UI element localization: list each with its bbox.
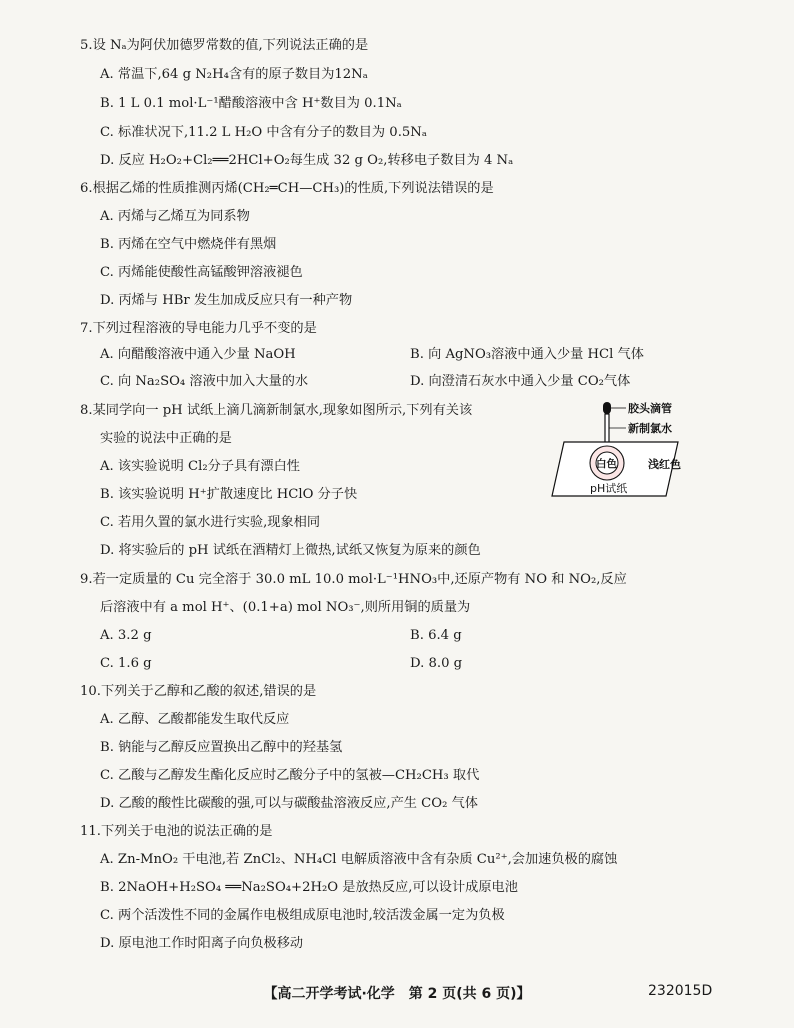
question-9-option-a: A. 3.2 g: [100, 628, 152, 643]
question-5-stem: 5.设 Nₐ为阿伏加德罗常数的值,下列说法正确的是: [80, 38, 369, 53]
question-7-option-a: A. 向醋酸溶液中通入少量 NaOH: [100, 347, 296, 362]
question-9-option-d: D. 8.0 g: [410, 656, 463, 671]
question-11-option-b: B. 2NaOH+H₂SO₄ ══Na₂SO₄+2H₂O 是放热反应,可以设计成原电池: [100, 880, 518, 895]
question-11-stem: 11.下列关于电池的说法正确的是: [80, 824, 273, 839]
chlorine-water-label: 新制氯水: [628, 422, 672, 435]
question-8-option-c: C. 若用久置的氯水进行实验,现象相同: [100, 515, 321, 530]
question-5-option-d: D. 反应 H₂O₂+Cl₂══2HCl+O₂每生成 32 g O₂,转移电子数目为 4 Nₐ: [100, 153, 514, 168]
question-6-stem: 6.根据乙烯的性质推测丙烯(CH₂═CH—CH₃)的性质,下列说法错误的是: [80, 181, 494, 196]
question-8-option-a: A. 该实验说明 Cl₂分子具有漂白性: [100, 459, 300, 474]
question-6-option-b: B. 丙烯在空气中燃烧伴有黑烟: [100, 237, 277, 252]
question-5-option-b: B. 1 L 0.1 mol·L⁻¹醋酸溶液中含 H⁺数目为 0.1Nₐ: [100, 96, 402, 111]
dropper-label: 胶头滴管: [628, 402, 672, 415]
question-8-stem-cont: 实验的说法中正确的是: [100, 431, 232, 446]
page-footer-code: 232015D: [648, 983, 713, 999]
question-7-option-d: D. 向澄清石灰水中通入少量 CO₂气体: [410, 374, 631, 389]
question-10-option-d: D. 乙酸的酸性比碳酸的强,可以与碳酸盐溶液反应,产生 CO₂ 气体: [100, 796, 478, 811]
question-9-stem-cont: 后溶液中有 a mol H⁺、(0.1+a) mol NO₃⁻,则所用铜的质量为: [100, 600, 471, 615]
ph-paper-label: pH试纸: [590, 482, 628, 495]
question-11-option-a: A. Zn-MnO₂ 干电池,若 ZnCl₂、NH₄Cl 电解质溶液中含有杂质 Cu²⁺,会加速负极的腐蚀: [100, 852, 618, 867]
dropper-bulb: [603, 402, 611, 414]
question-8-option-d: D. 将实验后的 pH 试纸在酒精灯上微热,试纸又恢复为原来的颜色: [100, 543, 481, 558]
question-6-option-a: A. 丙烯与乙烯互为同系物: [100, 209, 250, 224]
question-8-stem: 8.某同学向一 pH 试纸上滴几滴新制氯水,现象如图所示,下列有关该: [80, 403, 473, 418]
question-9-option-b: B. 6.4 g: [410, 628, 462, 643]
question-7-option-c: C. 向 Na₂SO₄ 溶液中加入大量的水: [100, 374, 309, 389]
question-10-stem: 10.下列关于乙醇和乙酸的叙述,错误的是: [80, 684, 317, 699]
question-11-option-c: C. 两个活泼性不同的金属作电极组成原电池时,较活泼金属一定为负极: [100, 908, 505, 923]
question-9-stem: 9.若一定质量的 Cu 完全溶于 30.0 mL 10.0 mol·L⁻¹HNO₃中,还原产物有 NO 和 NO₂,反应: [80, 572, 627, 587]
question-6-option-c: C. 丙烯能使酸性高锰酸钾溶液褪色: [100, 265, 303, 280]
question-6-option-d: D. 丙烯与 HBr 发生加成反应只有一种产物: [100, 293, 353, 308]
question-10-option-b: B. 钠能与乙醇反应置换出乙醇中的羟基氢: [100, 740, 343, 755]
question-11-option-d: D. 原电池工作时阳离子向负极移动: [100, 936, 304, 951]
question-10-option-a: A. 乙醇、乙酸都能发生取代反应: [100, 712, 290, 727]
question-9-option-c: C. 1.6 g: [100, 656, 152, 671]
white-label: 白色: [596, 458, 617, 470]
question-8-option-b: B. 该实验说明 H⁺扩散速度比 HClO 分子快: [100, 487, 358, 502]
question-5-option-c: C. 标准状况下,11.2 L H₂O 中含有分子的数目为 0.5Nₐ: [100, 125, 427, 140]
page-footer-title: 【高二开学考试·化学 第 2 页(共 6 页)】: [263, 986, 531, 1002]
dropper-tube: [605, 414, 609, 444]
ph-paper-diagram: [548, 400, 708, 500]
pale-red-label: 浅红色: [648, 458, 681, 471]
question-7-stem: 7.下列过程溶液的导电能力几乎不变的是: [80, 321, 317, 336]
question-7-option-b: B. 向 AgNO₃溶液中通入少量 HCl 气体: [410, 347, 644, 362]
question-5-option-a: A. 常温下,64 g N₂H₄含有的原子数目为12Nₐ: [100, 67, 368, 82]
question-10-option-c: C. 乙酸与乙醇发生酯化反应时乙酸分子中的氢被—CH₂CH₃ 取代: [100, 768, 480, 783]
